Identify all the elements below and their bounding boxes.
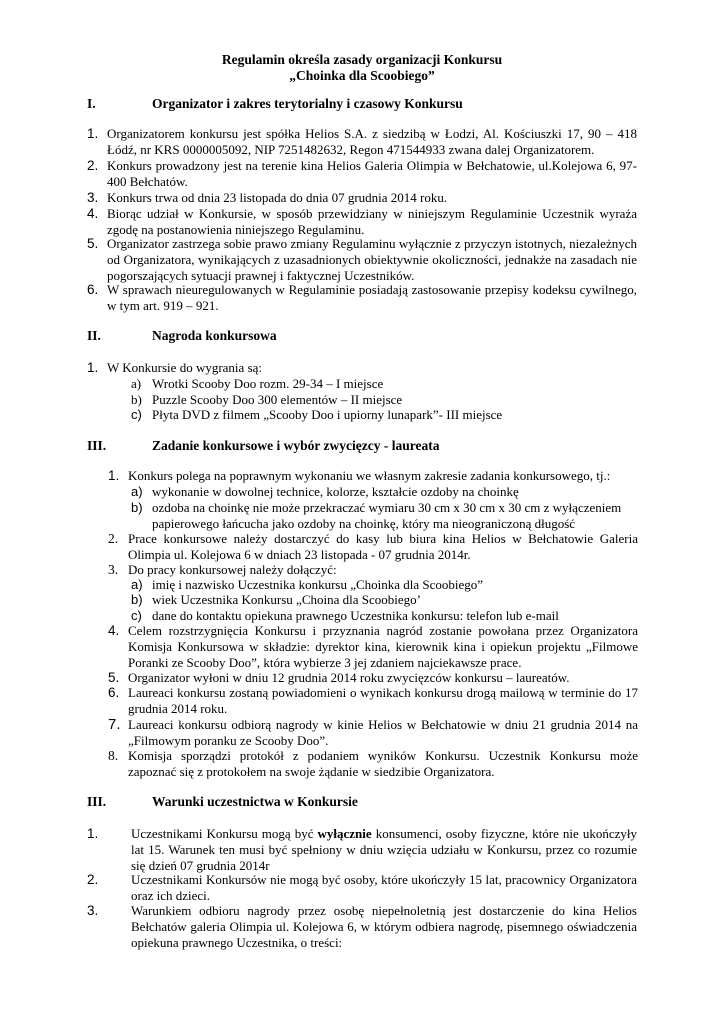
item-text: Prace konkursowe należy dostarczyć do kasy lub biura kina Helios w Bełchatowie Galeria Olimpia ul. Kolejowa 6 w dniach 23 listopada - 07 grudnia 2014r. [128,531,638,562]
sub-letter: c) [131,608,142,623]
document-title-line-2: „Choinka dla Scoobiego” [289,68,435,83]
section-1-item-1 [87,126,637,158]
item-text: Warunkiem odbioru nagrody przez osobę niepełnoletnią jest dostarczenie do kina Helios Bełchatów galeria Olimpia ul. Kolejowa 6, w którym odbiera nagrodę, pisemnego oświadczenia opiekuna prawnego Uczestnika, o treści: [131,903,637,950]
item-text: Laureaci konkursu odbiorą nagrody w kinie Helios w Bełchatowie w dniu 21 grudnia 2014 na „Filmowym poranku ze Scooby Doo”. [128,717,638,748]
section-2-title: Nagroda konkursowa [152,328,277,343]
item-text: Organizatorem konkursu jest spółka Helios S.A. z siedzibą w Łodzi, Al. Kościuszki 17, 90 – 418 Łódź, nr KRS 0000005092, NIP 7251482632, Regon 471544933 zwana dalej Organizatorem. [107,126,637,157]
section-4-heading [87,794,358,810]
item-number: 3. [108,562,119,577]
section-3-item-2 [108,531,638,563]
item-number: 8. [108,748,119,763]
section-3-heading [87,438,440,454]
item-number: 1. [87,826,99,841]
item-number: 3. [87,903,99,918]
item-text-emphasis: wyłącznie [317,826,372,841]
section-1-item-2 [87,158,637,190]
section-1-item-5 [87,236,637,283]
item-text-part-2: konsumenci, osoby fizyczne, które nie ukończyły lat 15. Warunek ten musi być spełniony w dniu wzięcia udziału w Konkursu, przez co rozumie się dzień 07 grudnia 2014r [131,826,637,873]
sub-letter: c) [131,407,142,422]
section-1-number: I. [87,96,96,111]
item-text: Biorąc udział w Konkursie, w sposób przewidziany w niniejszym Regulaminie Uczestnik wyraża zgodę na postanowienia niniejszego Regulaminu. [107,206,637,237]
sub-text: Puzzle Scooby Doo 300 elementów – II miejsce [152,392,403,407]
item-text [131,826,637,873]
sub-letter: a) [131,376,142,391]
sub-text: wykonanie w dowolnej technice, kolorze, kształcie ozdoby na choinkę [152,484,519,499]
item-number: 5. [87,236,99,251]
item-number: 6. [87,282,99,297]
sub-text: dane do kontaktu opiekuna prawnego Uczestnika konkursu: telefon lub e-mail [152,608,559,623]
sub-letter: b) [131,592,143,607]
item-text: Organizator wyłoni w dniu 12 grudnia 2014 roku zwycięzców konkursu – laureatów. [128,670,570,685]
task-sub-b [131,500,637,532]
section-3-item-8 [108,748,638,780]
section-4-item-2 [87,872,637,904]
section-3-number: III. [87,438,107,453]
section-4-number: III. [87,794,107,809]
section-3-item-1 [108,468,638,484]
section-3-item-6 [108,685,638,717]
sub-text: Płyta DVD z filmem „Scooby Doo i upiorny lunapark”- III miejsce [152,407,503,422]
task-sub-a [131,484,651,500]
item-text: Do pracy konkursowej należy dołączyć: [128,562,337,577]
sub-letter: b) [131,500,143,515]
sub-text: Wrotki Scooby Doo rozm. 29-34 – I miejsce [152,376,384,391]
sub-letter: a) [131,484,143,499]
prize-3 [131,407,651,423]
item-number: 2. [87,158,99,173]
item-number: 4. [87,206,99,221]
prize-1 [131,376,651,392]
item-number: 7. [108,716,121,733]
sub-letter: b) [131,392,142,407]
section-1-item-3 [87,190,637,206]
attach-sub-c [131,608,651,624]
sub-text: ozdoba na choinkę nie może przekraczać wymiaru 30 cm x 30 cm x 30 cm z wyłączeniem papierowego łańcucha jako ozdoby na choinkę, który ma nieograniczoną długość [152,500,622,531]
item-text: Komisja sporządzi protokół z podaniem wyników Konkursu. Uczestnik Konkursu może zapoznać się z protokołem na swoje żądanie w siedzibie Organizatora. [128,748,638,779]
section-3-item-4 [108,623,638,670]
item-number: 2. [87,872,99,887]
document-title-line-1: Regulamin określa zasady organizacji Konkursu [221,52,503,67]
item-text: W sprawach nieuregulowanych w Regulaminie posiadają zastosowanie przepisy kodeksu cywilnego, w tym art. 919 – 921. [107,282,637,313]
sub-letter: a) [131,577,143,592]
attach-sub-b [131,592,651,608]
item-text-part-1: Uczestnikami Konkursu mogą być [131,826,318,841]
section-3-item-7 [108,717,638,749]
section-4-item-1 [87,826,637,873]
section-1-heading [87,96,463,112]
section-2-item-1 [87,360,637,376]
section-3-item-3 [108,562,638,578]
prize-2 [131,392,651,408]
section-4-item-3 [87,903,637,950]
item-text: Konkurs prowadzony jest na terenie kina Helios Galeria Olimpia w Bełchatowie, ul.Kolejowa 6, 97-400 Bełchatów. [107,158,637,189]
section-1-item-6 [87,282,637,314]
item-text: Laureaci konkursu zostaną powiadomieni o wynikach konkursu drogą mailową w terminie do 17 grudnia 2014 roku. [128,685,638,716]
attach-sub-a [131,577,651,593]
item-number: 1. [87,126,99,141]
section-3-item-5 [108,670,638,686]
item-number: 1. [87,360,99,375]
item-number: 1. [108,468,120,483]
item-text: Uczestnikami Konkursów nie mogą być osoby, które ukończyły 15 lat, pracownicy Organizatora oraz ich dzieci. [131,872,637,903]
section-3-title: Zadanie konkursowe i wybór zwycięzcy - laureata [152,438,440,453]
section-2-heading [87,328,277,344]
item-text: Konkurs trwa od dnia 23 listopada do dnia 07 grudnia 2014 roku. [107,190,448,205]
item-text: Celem rozstrzygnięcia Konkursu i przyznania nagród zostanie powołana przez Organizatora Komisja Konkursowa w składzie: dyrektor kina, kierownik kina i opiekun projektu „Filmowe Poranki ze Scooby Doo”, która wybierze 3 jej zdaniem najciekawsze prace. [128,623,638,670]
section-4-title: Warunki uczestnictwa w Konkursie [152,794,358,809]
item-text: W Konkursie do wygrania są: [107,360,263,375]
sub-text: wiek Uczestnika Konkursu „Choina dla Scoobiego’ [152,592,421,607]
item-number: 6. [108,685,120,700]
item-number: 5. [108,670,120,685]
section-1-item-4 [87,206,637,238]
item-text: Konkurs polega na poprawnym wykonaniu we własnym zakresie zadania konkursowego, tj.: [128,468,611,483]
item-number: 2. [108,531,119,546]
sub-text: imię i nazwisko Uczestnika konkursu „Choinka dla Scoobiego” [152,577,484,592]
section-2-number: II. [87,328,101,343]
section-1-title: Organizator i zakres terytorialny i czasowy Konkursu [152,96,463,111]
item-number: 4. [108,623,120,638]
item-text: Organizator zastrzega sobie prawo zmiany Regulaminu wyłącznie z przyczyn istotnych, niezależnych od Organizatora, wynikających z uzasadnionych obiektywnie okoliczności, jednakże na zasadach nie pogorszających sytuacji prawnej i faktycznej Uczestników. [107,236,637,283]
item-number: 3. [87,190,99,205]
